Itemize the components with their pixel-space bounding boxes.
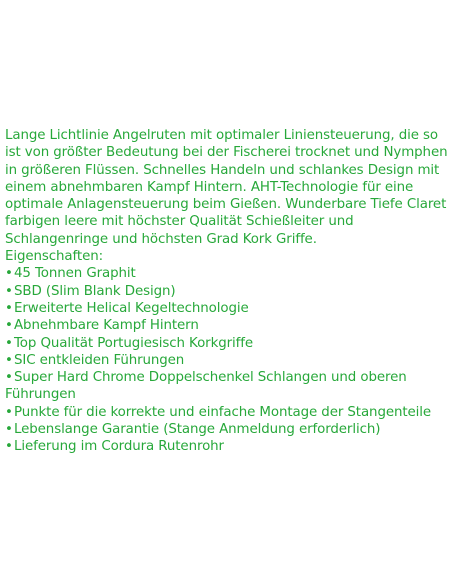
feature-text: Lieferung im Cordura Rutenrohr	[14, 439, 224, 455]
description-paragraph: Lange Lichtlinie Angelruten mit optimaler Liniensteuerung, die so ist von größter Bedeutung bei der Fischerei trocknet und Nymphen in größeren Flüssen. Schnelles Handeln und schlankes Design mit einem abnehmbaren Kampf Hintern. AHT-Technologie für eine optimale Anlagensteuerung beim Gießen. Wunderbare Tiefe Claret farbigen leere mit höchster Qualität Schießleiter und Schlangenringe und höchsten Grad Kork Griffe.	[5, 128, 448, 247]
feature-item	[5, 404, 449, 421]
feature-item	[5, 438, 449, 455]
bullet-icon: •	[5, 318, 13, 334]
feature-item	[5, 335, 449, 352]
feature-item	[5, 352, 449, 369]
feature-text: Erweiterte Helical Kegeltechnologie	[14, 300, 249, 316]
feature-text: Top Qualität Portugiesisch Korkgriffe	[14, 335, 254, 351]
bullet-icon: •	[5, 283, 13, 299]
feature-text: SIC entkleiden Führungen	[14, 352, 185, 368]
feature-item	[5, 421, 449, 438]
bullet-icon: •	[5, 266, 13, 282]
bullet-icon: •	[5, 352, 13, 368]
feature-text: 45 Tonnen Graphit	[14, 266, 136, 282]
feature-text: SBD (Slim Blank Design)	[14, 283, 176, 299]
feature-item	[5, 283, 449, 300]
features-heading: Eigenschaften:	[5, 249, 104, 265]
bullet-icon: •	[5, 439, 13, 455]
feature-item	[5, 300, 449, 317]
bullet-icon: •	[5, 370, 13, 386]
feature-text: Super Hard Chrome Doppelschenkel Schlangen und oberen Führungen	[5, 370, 407, 403]
product-description	[5, 127, 449, 456]
bullet-icon: •	[5, 300, 13, 316]
feature-item	[5, 369, 449, 404]
bullet-icon: •	[5, 335, 13, 351]
bullet-icon: •	[5, 404, 13, 420]
feature-text: Abnehmbare Kampf Hintern	[14, 318, 199, 334]
bullet-icon: •	[5, 422, 13, 438]
features-list	[5, 265, 449, 455]
feature-item	[5, 317, 449, 334]
feature-text: Punkte für die korrekte und einfache Montage der Stangenteile	[14, 404, 432, 420]
feature-item	[5, 265, 449, 282]
feature-text: Lebenslange Garantie (Stange Anmeldung erforderlich)	[14, 422, 381, 438]
